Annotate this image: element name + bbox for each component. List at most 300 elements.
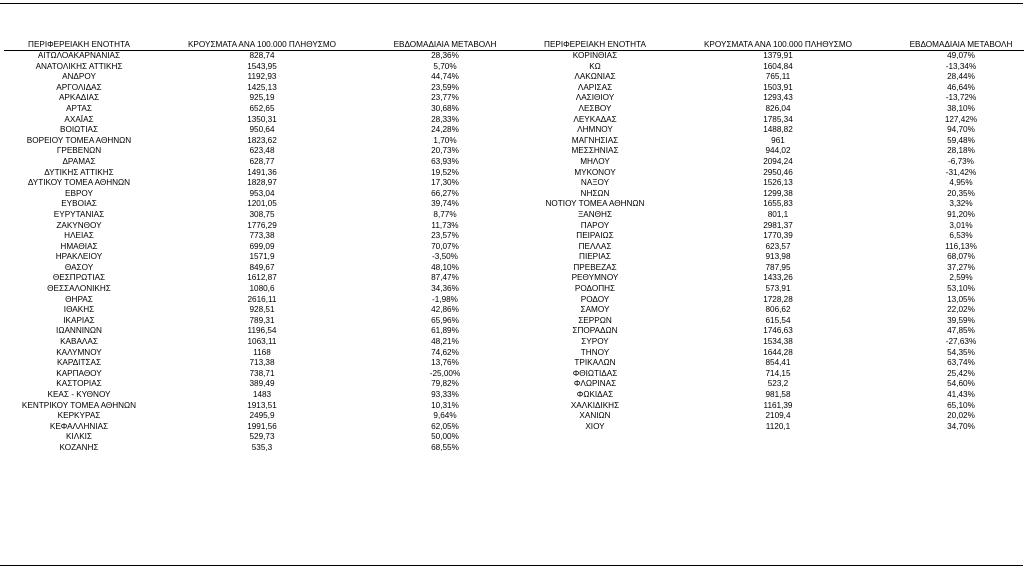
cell-cases: 953,04 <box>249 188 275 198</box>
cell-change: 47,85% <box>947 326 975 336</box>
cell-cases: 389,49 <box>249 379 275 389</box>
cell-region: ΝΟΤΙΟΥ ΤΟΜΕΑ ΑΘΗΝΩΝ <box>545 199 645 209</box>
cell-cases: 2950,46 <box>763 167 793 177</box>
cell-cases: 1491,36 <box>247 167 277 177</box>
cell-cases: 1120,1 <box>765 421 791 431</box>
cell-change: -31,42% <box>945 167 977 177</box>
cell-cases: 1571,9 <box>249 252 275 262</box>
cell-change: 1,70% <box>433 135 457 145</box>
cell-cases: 1655,83 <box>763 199 793 209</box>
table-row <box>520 411 1024 422</box>
cell-change: 68,55% <box>431 442 459 452</box>
cell-region: ΖΑΚΥΝΘΟΥ <box>56 220 102 230</box>
cell-cases: 913,98 <box>765 252 791 262</box>
cell-region: ΡΕΘΥΜΝΟΥ <box>571 273 619 283</box>
cell-region: ΠΡΕΒΕΖΑΣ <box>573 262 617 272</box>
cell-cases: 925,19 <box>249 93 275 103</box>
table-row <box>4 369 520 380</box>
table-row <box>520 401 1024 412</box>
cell-cases: 713,38 <box>249 358 275 368</box>
cell-cases: 1196,54 <box>247 326 277 336</box>
cell-region: ΒΟΙΩΤΙΑΣ <box>59 125 99 135</box>
table-row <box>520 242 1024 253</box>
table-row <box>520 125 1024 136</box>
table-row <box>4 146 520 157</box>
cell-cases: 806,62 <box>765 305 791 315</box>
cell-change: 10,31% <box>431 400 459 410</box>
cell-cases: 1350,31 <box>247 114 277 124</box>
table-row <box>520 189 1024 200</box>
cell-change: 48,21% <box>431 337 459 347</box>
cell-cases: 2109,4 <box>765 411 791 421</box>
cell-cases: 1063,11 <box>247 337 277 347</box>
cell-change: 25,42% <box>947 368 975 378</box>
table-row <box>4 390 520 401</box>
cell-change: 28,18% <box>947 146 975 156</box>
cell-region: ΚΑΣΤΟΡΙΑΣ <box>56 379 102 389</box>
cell-cases: 1776,29 <box>247 220 277 230</box>
table-row <box>520 390 1024 401</box>
table-row <box>4 295 520 306</box>
cell-change: 17,30% <box>431 178 459 188</box>
cell-region: ΚΙΛΚΙΣ <box>65 432 92 442</box>
cell-change: 6,53% <box>949 231 973 241</box>
table-row <box>4 231 520 242</box>
cell-change: 20,02% <box>947 411 975 421</box>
cell-cases: 308,75 <box>249 209 275 219</box>
cell-change: 66,27% <box>431 188 459 198</box>
cell-cases: 854,41 <box>765 358 791 368</box>
table-row <box>520 62 1024 73</box>
cell-region: ΚΑΡΔΙΤΣΑΣ <box>56 358 102 368</box>
table-row <box>4 157 520 168</box>
cell-region: ΦΛΩΡΙΝΑΣ <box>573 379 617 389</box>
cell-region: ΤΗΝΟΥ <box>580 347 610 357</box>
table-row <box>4 199 520 210</box>
cell-region: ΠΑΡΟΥ <box>580 220 610 230</box>
cell-change: -6,73% <box>948 156 974 166</box>
cell-change: 34,36% <box>431 284 459 294</box>
cell-region: ΗΡΑΚΛΕΙΟΥ <box>55 252 103 262</box>
cell-change: 8,77% <box>433 209 457 219</box>
header-change: ΕΒΔΟΜΑΔΙΑΙΑ ΜΕΤΑΒΟΛΗ <box>393 40 497 49</box>
cell-region: ΚΑΡΠΑΘΟΥ <box>56 368 102 378</box>
cell-region: ΛΑΚΩΝΙΑΣ <box>574 72 616 82</box>
header-region: ΠΕΡΙΦΕΡΕΙΑΚΗ ΕΝΟΤΗΤΑ <box>544 40 646 49</box>
table-row <box>520 115 1024 126</box>
cell-cases: 1299,38 <box>763 188 793 198</box>
table-row <box>4 115 520 126</box>
cell-change: -1,98% <box>432 294 458 304</box>
table-row <box>4 401 520 412</box>
table-row <box>520 422 1024 433</box>
cell-region: ΣΑΜΟΥ <box>580 305 610 315</box>
cell-cases: 1526,13 <box>763 178 793 188</box>
cell-cases: 623,57 <box>765 241 791 251</box>
cell-cases: 950,64 <box>249 125 275 135</box>
table-row <box>4 422 520 433</box>
table-row <box>4 51 520 62</box>
header-cases: ΚΡΟΥΣΜΑΤΑ ΑΝΑ 100.000 ΠΛΗΘΥΣΜΟ <box>703 40 853 49</box>
cell-region: ΚΕΑΣ - ΚΥΘΝΟΥ <box>47 390 111 399</box>
cell-region: ΙΘΑΚΗΣ <box>63 305 95 315</box>
cell-region: ΚΕΝΤΡΙΚΟΥ ΤΟΜΕΑ ΑΘΗΝΩΝ <box>21 400 137 410</box>
cell-change: 38,10% <box>947 103 975 113</box>
cell-cases: 1168 <box>253 347 271 357</box>
cell-change: 41,43% <box>947 390 975 399</box>
table-row <box>520 316 1024 327</box>
cell-change: 23,77% <box>431 93 459 103</box>
cell-change: 11,73% <box>431 220 459 230</box>
cell-region: ΕΒΡΟΥ <box>65 188 93 198</box>
cell-cases: 1433,26 <box>763 273 793 283</box>
table-row <box>4 210 520 221</box>
cell-region: ΗΛΕΙΑΣ <box>64 231 94 241</box>
cell-cases: 1488,82 <box>763 125 793 135</box>
table-row <box>4 379 520 390</box>
table-row <box>520 358 1024 369</box>
table-row <box>4 337 520 348</box>
table-row <box>4 273 520 284</box>
cell-cases: 2981,37 <box>763 220 793 230</box>
cell-change: 5,70% <box>433 61 457 71</box>
cell-change: 34,70% <box>947 421 975 431</box>
cell-change: 74,62% <box>431 347 459 357</box>
cell-region: ΑΝΑΤΟΛΙΚΗΣ ΑΤΤΙΚΗΣ <box>35 61 123 71</box>
cell-cases: 623,48 <box>249 146 275 156</box>
cell-region: ΑΡΓΟΛΙΔΑΣ <box>56 82 102 92</box>
cell-region: ΚΟΡΙΝΘΙΑΣ <box>572 51 618 60</box>
cell-change: 28,36% <box>431 51 459 60</box>
table-header <box>4 40 520 51</box>
table-row <box>520 210 1024 221</box>
cell-cases: 1379,91 <box>763 51 793 60</box>
table-row <box>4 125 520 136</box>
cell-cases: 789,31 <box>249 315 275 325</box>
cell-region: ΘΗΡΑΣ <box>65 294 93 304</box>
cell-change: 13,05% <box>947 294 975 304</box>
cell-region: ΚΩ <box>589 61 601 71</box>
cell-region: ΡΟΔΟΥ <box>580 294 610 304</box>
cell-region: ΜΕΣΣΗΝΙΑΣ <box>571 146 619 156</box>
table-body-left <box>4 51 520 454</box>
cell-change: 87,47% <box>431 273 459 283</box>
cell-change: 4,95% <box>949 178 973 188</box>
cell-region: ΧΑΛΚΙΔΙΚΗΣ <box>570 400 620 410</box>
table-row <box>520 93 1024 104</box>
cell-change: 65,10% <box>947 400 975 410</box>
table-row <box>4 72 520 83</box>
table-row <box>520 379 1024 390</box>
cell-region: ΣΥΡΟΥ <box>581 337 609 347</box>
cell-change: 91,20% <box>947 209 975 219</box>
cell-change: 63,74% <box>947 358 975 368</box>
cell-change: 20,35% <box>947 188 975 198</box>
table-row <box>4 252 520 263</box>
table-row <box>520 263 1024 274</box>
cell-region: ΑΝΔΡΟΥ <box>62 72 96 82</box>
table-row <box>520 295 1024 306</box>
cell-region: ΛΕΣΒΟΥ <box>578 103 612 113</box>
table-row <box>520 369 1024 380</box>
cell-region: ΜΥΚΟΝΟΥ <box>574 167 616 177</box>
cell-region: ΙΚΑΡΙΑΣ <box>63 315 95 325</box>
table-row <box>520 51 1024 62</box>
cell-cases: 1201,05 <box>247 199 277 209</box>
cell-region: ΞΑΝΘΗΣ <box>577 209 613 219</box>
cell-cases: 1828,97 <box>247 178 277 188</box>
cell-region: ΧΙΟΥ <box>585 421 605 431</box>
cell-region: ΕΥΒΟΙΑΣ <box>61 199 97 209</box>
cell-cases: 652,65 <box>249 103 275 113</box>
cell-cases: 981,58 <box>765 390 791 399</box>
cell-region: ΧΑΝΙΩΝ <box>579 411 611 421</box>
cell-change: 54,60% <box>947 379 975 389</box>
cell-region: ΝΗΣΩΝ <box>580 188 610 198</box>
cell-region: ΘΕΣΠΡΩΤΙΑΣ <box>52 273 106 283</box>
cell-change: 9,64% <box>433 411 457 421</box>
table-header <box>520 40 1024 51</box>
header-region: ΠΕΡΙΦΕΡΕΙΑΚΗ ΕΝΟΤΗΤΑ <box>28 40 130 49</box>
cell-cases: 2616,11 <box>247 294 277 304</box>
table-row <box>520 221 1024 232</box>
cell-region: ΠΕΛΛΑΣ <box>578 241 612 251</box>
cell-region: ΛΗΜΝΟΥ <box>577 125 613 135</box>
cell-change: 46,64% <box>947 82 975 92</box>
cell-cases: 523,2 <box>767 379 789 389</box>
table-row <box>4 305 520 316</box>
table-row <box>520 231 1024 242</box>
cell-region: ΑΡΚΑΔΙΑΣ <box>58 93 100 103</box>
cell-change: 54,35% <box>947 347 975 357</box>
cell-cases: 1293,43 <box>763 93 793 103</box>
cell-cases: 801,1 <box>767 209 789 219</box>
table-row <box>4 83 520 94</box>
table-row <box>4 316 520 327</box>
cell-cases: 738,71 <box>249 368 275 378</box>
cell-cases: 1913,51 <box>247 400 277 410</box>
cell-cases: 961 <box>771 135 785 145</box>
cell-cases: 1785,34 <box>763 114 793 124</box>
cell-region: ΦΩΚΙΔΑΣ <box>576 390 614 399</box>
table-row <box>4 326 520 337</box>
cell-cases: 828,74 <box>249 51 275 60</box>
cell-region: ΛΑΣΙΘΙΟΥ <box>575 93 615 103</box>
cell-change: 93,33% <box>431 390 459 399</box>
cell-region: ΒΟΡΕΙΟΥ ΤΟΜΕΑ ΑΘΗΝΩΝ <box>26 135 132 145</box>
cell-change: 79,82% <box>431 379 459 389</box>
cell-region: ΑΧΑΪΑΣ <box>64 114 94 124</box>
cell-region: ΘΕΣΣΑΛΟΝΙΚΗΣ <box>47 284 111 294</box>
cell-change: 20,73% <box>431 146 459 156</box>
cell-change: 39,59% <box>947 315 975 325</box>
cell-cases: 1746,63 <box>763 326 793 336</box>
cell-cases: 535,3 <box>251 442 273 452</box>
table-row <box>520 348 1024 359</box>
cell-cases: 2094,24 <box>763 156 793 166</box>
cell-region: ΚΕΡΚΥΡΑΣ <box>57 411 101 421</box>
cell-change: 39,74% <box>431 199 459 209</box>
cell-cases: 1823,62 <box>247 135 277 145</box>
cell-change: -25,00% <box>429 368 461 378</box>
cell-change: 44,74% <box>431 72 459 82</box>
cell-cases: 1991,56 <box>247 421 277 431</box>
cell-change: 70,07% <box>431 241 459 251</box>
cell-region: ΜΗΛΟΥ <box>580 156 610 166</box>
table-row <box>520 168 1024 179</box>
cell-cases: 1192,93 <box>247 72 277 82</box>
cell-region: ΕΥΡΥΤΑΝΙΑΣ <box>53 209 105 219</box>
cell-change: 68,07% <box>947 252 975 262</box>
table-row <box>4 358 520 369</box>
table-row <box>520 305 1024 316</box>
cell-cases: 529,73 <box>249 432 275 442</box>
cell-change: 42,86% <box>431 305 459 315</box>
table-row <box>4 168 520 179</box>
table-row <box>520 136 1024 147</box>
cell-cases: 1644,28 <box>763 347 793 357</box>
cell-cases: 1080,6 <box>249 284 275 294</box>
table-row <box>520 72 1024 83</box>
cell-change: 2,59% <box>949 273 973 283</box>
cell-region: ΡΟΔΟΠΗΣ <box>574 284 616 294</box>
cell-cases: 1728,28 <box>763 294 793 304</box>
cell-change: 62,05% <box>431 421 459 431</box>
cell-region: ΙΩΑΝΝΙΝΩΝ <box>56 326 102 336</box>
cell-change: 19,52% <box>431 167 459 177</box>
table-row <box>520 199 1024 210</box>
cell-region: ΣΠΟΡΑΔΩΝ <box>572 326 618 336</box>
table-row <box>4 284 520 295</box>
table-row <box>520 337 1024 348</box>
table-row <box>520 146 1024 157</box>
cell-region: ΗΜΑΘΙΑΣ <box>60 241 98 251</box>
cell-region: ΚΑΒΑΛΑΣ <box>60 337 98 347</box>
cell-cases: 849,67 <box>249 262 275 272</box>
cell-change: 63,93% <box>431 156 459 166</box>
cell-change: 48,10% <box>431 262 459 272</box>
cell-change: 49,07% <box>947 51 975 60</box>
cell-change: 28,44% <box>947 72 975 82</box>
cell-cases: 1612,87 <box>247 273 277 283</box>
table-row <box>4 221 520 232</box>
cell-change: 23,59% <box>431 82 459 92</box>
cell-cases: 944,02 <box>765 146 791 156</box>
cell-region: ΘΑΣΟΥ <box>64 262 94 272</box>
cell-region: ΠΙΕΡΙΑΣ <box>579 252 611 262</box>
cell-cases: 826,04 <box>765 103 791 113</box>
cell-region: ΠΕΙΡΑΙΩΣ <box>576 231 614 241</box>
cell-cases: 773,38 <box>249 231 275 241</box>
cell-cases: 573,91 <box>765 284 791 294</box>
table-row <box>4 93 520 104</box>
cell-change: 30,68% <box>431 103 459 113</box>
cell-cases: 1161,39 <box>763 400 793 410</box>
cell-change: 53,10% <box>947 284 975 294</box>
cell-change: -13,72% <box>945 93 977 103</box>
table-row <box>4 62 520 73</box>
table-row <box>4 242 520 253</box>
table-row <box>520 104 1024 115</box>
cell-change: 61,89% <box>431 326 459 336</box>
cell-change: 3,01% <box>949 220 973 230</box>
table-row <box>520 83 1024 94</box>
cell-cases: 787,95 <box>765 262 791 272</box>
table-row <box>4 443 520 454</box>
cell-region: ΑΡΤΑΣ <box>66 103 92 113</box>
cell-region: ΛΑΡΙΣΑΣ <box>577 82 613 92</box>
table-body-right <box>520 51 1024 432</box>
cell-cases: 615,54 <box>765 315 791 325</box>
cell-change: 65,96% <box>431 315 459 325</box>
cell-region: ΚΑΛΥΜΝΟΥ <box>56 347 102 357</box>
table-row <box>520 326 1024 337</box>
cell-region: ΔΥΤΙΚΟΥ ΤΟΜΕΑ ΑΘΗΝΩΝ <box>27 178 131 188</box>
cell-change: 28,33% <box>431 114 459 124</box>
table-row <box>4 136 520 147</box>
cell-cases: 714,15 <box>765 368 791 378</box>
table-row <box>4 189 520 200</box>
cell-change: 23,57% <box>431 231 459 241</box>
table-row <box>520 273 1024 284</box>
cell-change: 22,02% <box>947 305 975 315</box>
table-left <box>4 40 520 454</box>
cell-region: ΦΘΙΩΤΙΔΑΣ <box>572 368 618 378</box>
cell-cases: 1425,13 <box>247 82 277 92</box>
cell-cases: 1543,95 <box>247 61 277 71</box>
header-cases: ΚΡΟΥΣΜΑΤΑ ΑΝΑ 100.000 ΠΛΗΘΥΣΜΟ <box>187 40 337 49</box>
table-row <box>520 178 1024 189</box>
cell-change: 50,00% <box>431 432 459 442</box>
cell-region: ΚΟΖΑΝΗΣ <box>59 442 99 452</box>
cell-cases: 928,51 <box>249 305 275 315</box>
header-change: ΕΒΔΟΜΑΔΙΑΙΑ ΜΕΤΑΒΟΛΗ <box>909 40 1013 49</box>
cell-region: ΜΑΓΝΗΣΙΑΣ <box>571 135 619 145</box>
cell-region: ΓΡΕΒΕΝΩΝ <box>56 146 102 156</box>
cell-cases: 1503,91 <box>763 82 793 92</box>
table-right <box>520 40 1024 432</box>
cell-cases: 699,09 <box>249 241 275 251</box>
cell-cases: 765,11 <box>765 72 791 82</box>
table-row <box>4 263 520 274</box>
cell-region: ΝΑΞΟΥ <box>580 178 610 188</box>
table-row <box>520 252 1024 263</box>
table-row <box>520 157 1024 168</box>
cell-region: ΑΙΤΩΛΟΑΚΑΡΝΑΝΙΑΣ <box>37 51 121 60</box>
cell-region: ΔΡΑΜΑΣ <box>62 156 96 166</box>
cell-cases: 628,77 <box>249 156 275 166</box>
table-row <box>4 411 520 422</box>
table-row <box>4 178 520 189</box>
cell-change: 59,48% <box>947 135 975 145</box>
cell-region: ΣΕΡΡΩΝ <box>578 315 612 325</box>
cell-region: ΛΕΥΚΑΔΑΣ <box>573 114 617 124</box>
cell-change: 24,28% <box>431 125 459 135</box>
cell-cases: 2495,9 <box>249 411 275 421</box>
cell-cases: 1483 <box>252 390 272 399</box>
cell-change: -27,63% <box>945 337 977 347</box>
cell-region: ΤΡΙΚΑΛΩΝ <box>574 358 616 368</box>
cell-cases: 1604,84 <box>763 61 793 71</box>
table-row <box>4 432 520 443</box>
cell-region: ΔΥΤΙΚΗΣ ΑΤΤΙΚΗΣ <box>44 167 114 177</box>
cell-change: 94,70% <box>947 125 975 135</box>
cell-cases: 1534,38 <box>763 337 793 347</box>
cell-change: 3,32% <box>949 199 973 209</box>
table-row <box>4 348 520 359</box>
cell-change: 127,42% <box>944 114 978 124</box>
cell-change: 13,76% <box>431 358 459 368</box>
